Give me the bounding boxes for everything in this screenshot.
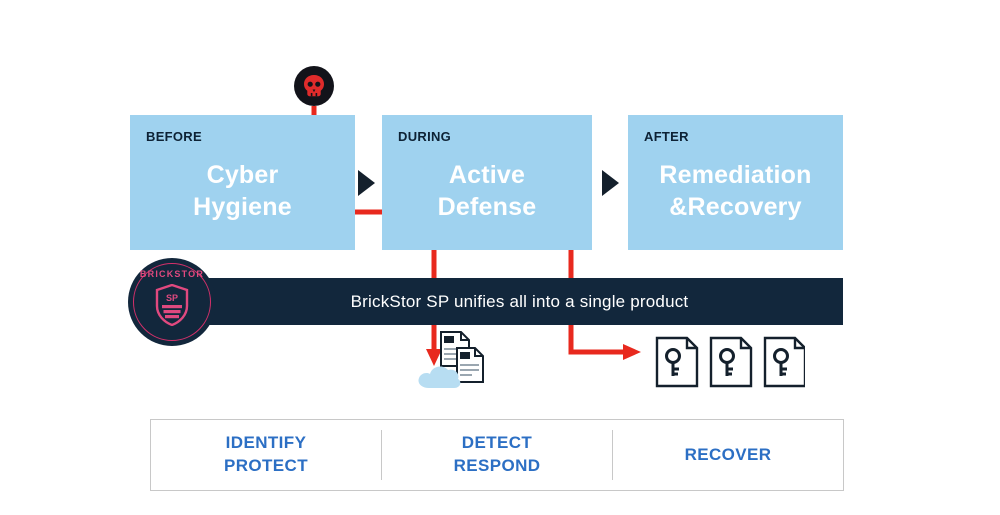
phase-title-line1: Active (448, 161, 526, 189)
phase-title (382, 159, 592, 223)
files-cloud-glyph (415, 330, 510, 392)
badge-brand-label: BRICKSTOR (139, 269, 205, 279)
arrow-during-to-after-icon (602, 170, 619, 196)
phase-title-line2: Defense (437, 193, 537, 221)
key-documents-icon-group (655, 336, 805, 388)
key-document-icon (711, 338, 751, 386)
framework-line2: RESPOND (453, 456, 541, 475)
framework-line1: RECOVER (684, 444, 772, 464)
arrow-before-to-during-icon (358, 170, 375, 196)
key-document-icon (765, 338, 805, 386)
framework-line1: IDENTIFY (225, 433, 307, 453)
shield-icon (155, 284, 189, 326)
framework-cell-detect-respond (382, 420, 612, 490)
unify-banner-text: BrickStor SP unifies all into a single product (350, 291, 689, 311)
framework-line1: DETECT (461, 433, 533, 453)
framework-cell-identify-protect (151, 420, 381, 490)
unify-banner (196, 278, 843, 325)
branch-to-keys-arrowhead (623, 344, 641, 360)
phase-title-line1: Remediation (659, 161, 812, 189)
phase-box-during (382, 115, 592, 250)
phase-stage-label: DURING (398, 129, 452, 144)
skull-icon (294, 66, 334, 106)
files-cloud-icon-group (415, 330, 510, 392)
phase-title (628, 159, 843, 223)
phase-box-before (130, 115, 355, 250)
cloud-icon (418, 367, 460, 388)
phase-box-after (628, 115, 843, 250)
skull-glyph (294, 66, 334, 106)
framework-line2: PROTECT (223, 456, 309, 475)
brickstor-badge (128, 258, 216, 346)
phase-stage-label: BEFORE (146, 129, 202, 144)
phase-title (130, 159, 355, 223)
key-documents-glyph (655, 336, 805, 388)
phase-title-line2: &Recovery (669, 193, 802, 221)
phase-title-line2: Hygiene (193, 193, 292, 221)
key-document-icon (657, 338, 697, 386)
nist-framework-bar (150, 419, 844, 491)
phase-title-line1: Cyber (206, 161, 279, 189)
svg-text:SP: SP (165, 293, 179, 303)
file-icon-front (457, 348, 483, 382)
phase-stage-label: AFTER (644, 129, 689, 144)
framework-cell-recover (613, 420, 843, 490)
